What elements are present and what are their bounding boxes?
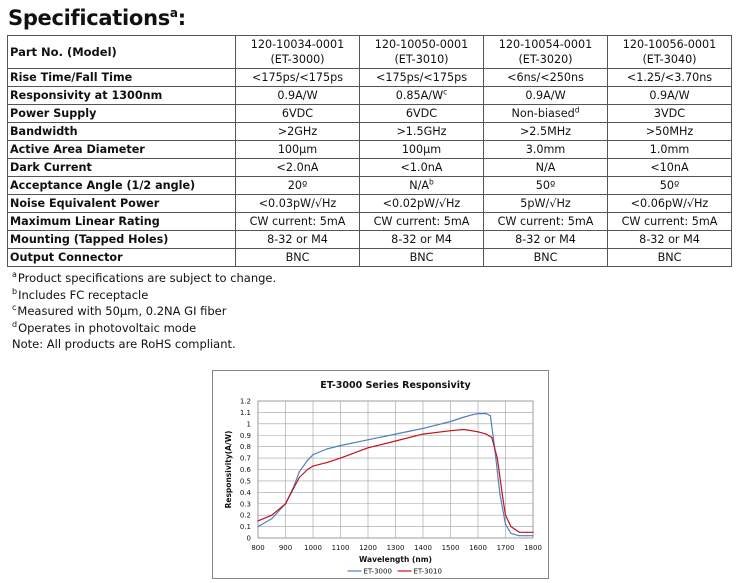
- data-point: [490, 415, 491, 416]
- table-row: [8, 195, 732, 213]
- x-tick-label: 1100: [331, 544, 350, 552]
- row-label: Noise Equivalent Power: [8, 195, 236, 213]
- footnote-text: Includes FC receptacle: [18, 287, 149, 302]
- y-tick-label: 1.2: [239, 397, 251, 406]
- cell-value: BNC: [285, 250, 310, 264]
- x-tick-label: 1600: [469, 544, 487, 552]
- y-tick-label: 0.1: [239, 523, 251, 532]
- table-cell: [608, 87, 732, 105]
- table-cell: [484, 249, 608, 267]
- row-label: Responsivity at 1300nm: [8, 87, 236, 105]
- footnote-text: Product specifications are subject to change.: [17, 271, 277, 285]
- x-tick-label: 1400: [414, 544, 432, 552]
- cell-value: 0.9A/W: [649, 88, 690, 102]
- table-cell: [484, 105, 608, 123]
- cell-value: <0.06pW/√Hz: [630, 196, 709, 210]
- cell-value: >2GHz: [277, 124, 318, 138]
- footnotes: [12, 270, 276, 353]
- table-cell: [360, 159, 484, 177]
- y-tick-label: 0.7: [239, 454, 251, 463]
- footnote-line: [12, 270, 276, 287]
- data-point: [271, 518, 272, 519]
- data-point: [340, 457, 341, 458]
- data-point: [499, 494, 500, 495]
- cell-value: 0.9A/W: [277, 88, 318, 102]
- table-cell: [484, 177, 608, 195]
- table-cell: [236, 249, 360, 267]
- cell-value: 8-32 or M4: [639, 232, 700, 246]
- table-cell: [360, 105, 484, 123]
- table-cell: [360, 141, 484, 159]
- cell-value: 50º: [659, 178, 680, 192]
- cell-value: 100µm: [277, 142, 318, 156]
- row-label: Dark Current: [8, 159, 236, 177]
- data-point: [285, 503, 286, 504]
- x-tick-label: 1000: [304, 544, 322, 552]
- x-tick-label: 900: [278, 544, 293, 552]
- legend-label: ET-3000: [363, 567, 392, 576]
- table-cell: [484, 195, 608, 213]
- data-point: [367, 439, 368, 440]
- data-point: [340, 445, 341, 446]
- table-cell: [608, 105, 732, 123]
- table-cell: [360, 87, 484, 105]
- data-point: [422, 434, 423, 435]
- data-point: [527, 532, 528, 533]
- table-row: [8, 87, 732, 105]
- footnote-text: Operates in photovoltaic mode: [18, 320, 197, 335]
- table-cell: [484, 69, 608, 87]
- table-row: [8, 105, 732, 123]
- row-label: Power Supply: [8, 105, 236, 123]
- table-cell: [360, 213, 484, 231]
- cell-value: 20º: [287, 178, 308, 192]
- row-label: Output Connector: [8, 249, 236, 267]
- data-point: [395, 434, 396, 435]
- table-cell: [236, 231, 360, 249]
- cell-value: BNC: [657, 250, 682, 264]
- table-cell: [608, 249, 732, 267]
- cell-value: Non-biased: [511, 106, 575, 120]
- footnote-mark: b: [12, 286, 18, 296]
- part-no-label: Part No. (Model): [8, 36, 236, 69]
- cell-value: <1.25/<3.70ns: [626, 70, 713, 84]
- table-cell: [608, 159, 732, 177]
- x-tick-label: 1800: [524, 544, 542, 552]
- table-cell: [608, 177, 732, 195]
- table-cell: [608, 141, 732, 159]
- cell-value: CW current: 5mA: [373, 214, 470, 228]
- data-point: [510, 533, 511, 534]
- cell-value: <2.0nA: [276, 160, 319, 174]
- table-cell: [608, 69, 732, 87]
- table-cell: [608, 231, 732, 249]
- table-cell: [360, 177, 484, 195]
- table-cell: [360, 69, 484, 87]
- cell-value: 3.0mm: [525, 142, 566, 156]
- data-point: [532, 532, 533, 533]
- cell-value: 3VDC: [653, 106, 686, 120]
- table-cell: [484, 87, 608, 105]
- cell-value: >1.5GHz: [396, 124, 447, 138]
- data-point: [510, 526, 511, 527]
- table-header-row: [8, 36, 732, 69]
- spec-table: [7, 35, 732, 267]
- row-label: Mounting (Tapped Holes): [8, 231, 236, 249]
- data-point: [491, 437, 492, 438]
- cell-value: 50º: [535, 178, 556, 192]
- y-tick-label: 1: [246, 420, 251, 429]
- table-cell: [484, 123, 608, 141]
- cell-value: <6ns/<250ns: [507, 70, 584, 84]
- data-point: [527, 535, 528, 536]
- y-tick-label: 0.5: [239, 477, 251, 486]
- data-point: [532, 535, 533, 536]
- x-tick-label: 1500: [441, 544, 460, 552]
- footnote-text: Measured with 50µm, 0.2NA GI fiber: [17, 304, 227, 318]
- chart-title: ET-3000 Series Responsivity: [320, 380, 471, 391]
- table-row: [8, 213, 732, 231]
- table-cell: [484, 213, 608, 231]
- cell-value: N/A: [535, 160, 556, 174]
- table-row: [8, 249, 732, 267]
- model-header-cell: [236, 36, 360, 69]
- cell-value: 8-32 or M4: [515, 232, 576, 246]
- row-label: Bandwidth: [8, 123, 236, 141]
- footnote-line: [12, 287, 276, 304]
- footnote-text: Note: All products are RoHS compliant.: [12, 337, 236, 351]
- table-cell: [608, 195, 732, 213]
- cell-value: <1.0nA: [400, 160, 443, 174]
- table-cell: [236, 123, 360, 141]
- data-point: [450, 421, 451, 422]
- data-point: [271, 515, 272, 516]
- y-tick-label: 0: [246, 534, 251, 543]
- footnote-mark: d: [574, 104, 580, 114]
- cell-value: 0.85A/W: [395, 88, 444, 102]
- data-point: [326, 462, 327, 463]
- cell-value: >50MHz: [645, 124, 694, 138]
- model-name: (ET-3000): [270, 53, 325, 66]
- data-point: [450, 430, 451, 431]
- cell-value: <175ps/<175ps: [251, 70, 344, 84]
- cell-value: <0.03pW/√Hz: [258, 196, 337, 210]
- part-number: 120-10056-0001: [622, 38, 717, 51]
- data-point: [477, 413, 478, 414]
- chart-svg: [213, 371, 548, 578]
- table-cell: [236, 159, 360, 177]
- data-point: [367, 447, 368, 448]
- table-cell: [236, 213, 360, 231]
- part-number: 120-10034-0001: [250, 38, 345, 51]
- cell-value: 0.9A/W: [525, 88, 566, 102]
- data-point: [312, 465, 313, 466]
- table-cell: [484, 231, 608, 249]
- y-axis-label: Responsivity(A/W): [224, 430, 233, 509]
- data-point: [472, 414, 473, 415]
- cell-value: CW current: 5mA: [497, 214, 594, 228]
- table-cell: [484, 159, 608, 177]
- x-tick-label: 1700: [496, 544, 515, 552]
- footnote-mark: c: [12, 303, 17, 313]
- table-cell: [360, 249, 484, 267]
- table-row: [8, 177, 732, 195]
- part-number: 120-10050-0001: [374, 38, 469, 51]
- cell-value: <0.02pW/√Hz: [382, 196, 461, 210]
- table-row: [8, 231, 732, 249]
- data-point: [299, 477, 300, 478]
- x-axis-label: Wavelength (nm): [359, 555, 432, 564]
- cell-value: 1.0mm: [649, 142, 690, 156]
- cell-value: 5pW/√Hz: [520, 196, 571, 210]
- data-point: [519, 535, 520, 536]
- row-label: Acceptance Angle (1/2 angle): [8, 177, 236, 195]
- data-point: [257, 520, 258, 521]
- part-number: 120-10054-0001: [498, 38, 593, 51]
- data-point: [464, 429, 465, 430]
- data-point: [505, 515, 506, 516]
- table-cell: [236, 177, 360, 195]
- footnote-line: [12, 336, 276, 353]
- x-tick-label: 1200: [359, 544, 377, 552]
- table-cell: [236, 195, 360, 213]
- cell-value: 6VDC: [405, 106, 438, 120]
- data-point: [464, 416, 465, 417]
- y-tick-label: 0.2: [239, 511, 251, 520]
- data-point: [477, 431, 478, 432]
- table-row: [8, 141, 732, 159]
- y-tick-label: 1.1: [239, 408, 251, 417]
- model-name: (ET-3010): [394, 53, 449, 66]
- table-cell: [236, 141, 360, 159]
- model-name: (ET-3020): [518, 53, 573, 66]
- model-name: (ET-3040): [642, 53, 697, 66]
- row-label: Active Area Diameter: [8, 141, 236, 159]
- footnote-mark: a: [12, 270, 17, 280]
- table-row: [8, 69, 732, 87]
- y-tick-label: 0.4: [239, 488, 251, 497]
- table-row: [8, 123, 732, 141]
- cell-value: BNC: [409, 250, 434, 264]
- row-label: Rise Time/Fall Time: [8, 69, 236, 87]
- x-tick-label: 800: [251, 544, 265, 552]
- footnote-mark: b: [429, 176, 434, 186]
- table-cell: [608, 213, 732, 231]
- cell-value: 100µm: [401, 142, 442, 156]
- model-header-cell: [360, 36, 484, 69]
- footnote-mark: d: [12, 319, 18, 329]
- cell-value: 8-32 or M4: [267, 232, 328, 246]
- data-point: [257, 526, 258, 527]
- y-tick-label: 0.9: [239, 431, 251, 440]
- data-point: [486, 413, 487, 414]
- table-row: [8, 159, 732, 177]
- data-point: [293, 487, 294, 488]
- footnote-line: [12, 303, 276, 320]
- table-cell: [360, 195, 484, 213]
- cell-value: N/A: [409, 178, 430, 192]
- legend-label: ET-3010: [413, 567, 442, 576]
- cell-value: <10nA: [650, 160, 689, 174]
- data-point: [312, 454, 313, 455]
- table-cell: [236, 87, 360, 105]
- cell-value: <175ps/<175ps: [375, 70, 468, 84]
- data-point: [307, 460, 308, 461]
- table-cell: [608, 123, 732, 141]
- table-cell: [236, 69, 360, 87]
- y-tick-label: 0.3: [239, 500, 251, 509]
- model-header-cell: [608, 36, 732, 69]
- cell-value: CW current: 5mA: [621, 214, 718, 228]
- cell-value: 6VDC: [281, 106, 314, 120]
- table-cell: [360, 123, 484, 141]
- data-point: [326, 448, 327, 449]
- page-title: Specifications$^a$:: [8, 6, 186, 30]
- table-cell: [484, 141, 608, 159]
- cell-value: >2.5MHz: [519, 124, 572, 138]
- data-point: [307, 469, 308, 470]
- y-tick-label: 0.8: [239, 443, 251, 452]
- footnote-mark: c: [443, 86, 448, 96]
- data-point: [502, 497, 503, 498]
- footnote-line: [12, 320, 276, 337]
- data-point: [395, 440, 396, 441]
- table-cell: [236, 105, 360, 123]
- data-point: [299, 471, 300, 472]
- cell-value: 8-32 or M4: [391, 232, 452, 246]
- model-header-cell: [484, 36, 608, 69]
- table-cell: [360, 231, 484, 249]
- data-point: [505, 524, 506, 525]
- y-tick-label: 0.6: [239, 466, 251, 474]
- cell-value: BNC: [533, 250, 558, 264]
- responsivity-chart: [212, 370, 549, 579]
- row-label: Maximum Linear Rating: [8, 213, 236, 231]
- data-point: [497, 457, 498, 458]
- cell-value: CW current: 5mA: [249, 214, 346, 228]
- data-point: [519, 532, 520, 533]
- data-point: [422, 428, 423, 429]
- x-tick-label: 1300: [386, 544, 405, 552]
- data-point: [486, 434, 487, 435]
